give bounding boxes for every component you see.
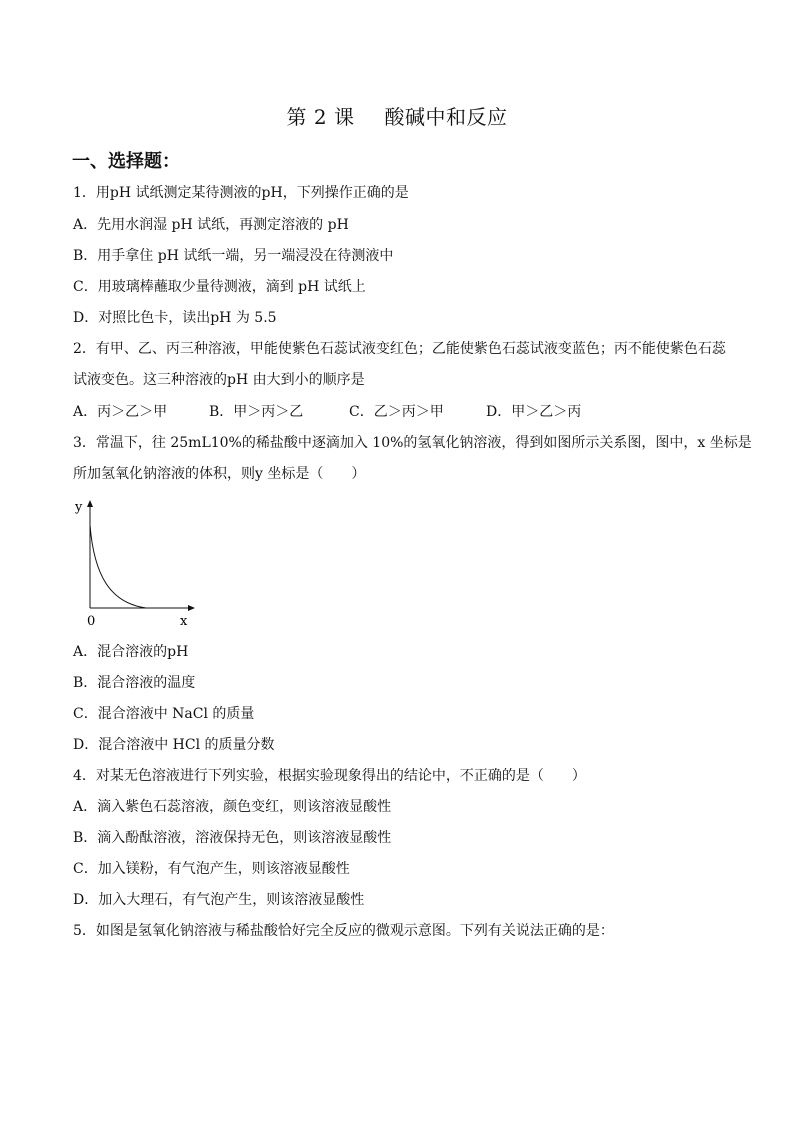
question-2-stem-line-2: 试液变色。这三种溶液的pH 由大到小的顺序是 (73, 372, 365, 388)
y-axis-label: y (75, 500, 83, 515)
lesson-number: 第 2 课 (286, 105, 355, 129)
page-title (0, 101, 794, 130)
question-3-stem-line-2: 所加氢氧化钠溶液的体积，则y 坐标是（ ） (73, 466, 366, 482)
origin-label: 0 (87, 614, 96, 629)
question-3-option-c: C．混合溶液中 NaCl 的质量 (73, 706, 255, 722)
question-4-option-c: C．加入镁粉，有气泡产生，则该溶液显酸性 (73, 861, 350, 877)
question-2-option-d: D．甲＞乙＞丙 (486, 404, 582, 420)
section-heading: 一、选择题： (72, 151, 180, 172)
question-1-option-a: A．先用水润湿 pH 试纸，再测定溶液的 pH (73, 217, 349, 233)
question-1-option-c: C．用玻璃棒蘸取少量待测液，滴到 pH 试纸上 (73, 279, 366, 295)
question-3-option-b: B．混合溶液的温度 (73, 675, 196, 691)
question-2-options (73, 401, 723, 421)
question-3-option-a: A．混合溶液的pH (73, 644, 189, 660)
question-3-graph (70, 495, 200, 630)
question-2-option-b: B．甲＞丙＞乙 (209, 404, 304, 420)
question-1-option-d: D．对照比色卡，读出pH 为 5.5 (73, 310, 277, 326)
question-3-option-d: D．混合溶液中 HCl 的质量分数 (73, 737, 275, 753)
question-1-stem: 1．用pH 试纸测定某待测液的pH，下列操作正确的是 (73, 185, 409, 201)
question-4-option-a: A．滴入紫色石蕊溶液，颜色变红，则该溶液显酸性 (73, 799, 392, 815)
lesson-topic: 酸碱中和反应 (384, 105, 508, 129)
question-2-option-a: A．丙＞乙＞甲 (73, 404, 168, 420)
question-2-option-c: C．乙＞丙＞甲 (349, 404, 444, 420)
x-axis-label: x (180, 614, 188, 629)
question-1-option-b: B．用手拿住 pH 试纸一端，另一端浸没在待测液中 (73, 248, 394, 264)
question-4-stem: 4．对某无色溶液进行下列实验，根据实验现象得出的结论中，不正确的是（ ） (73, 768, 586, 784)
question-4-option-b: B．滴入酚酞溶液，溶液保持无色，则该溶液显酸性 (73, 830, 392, 846)
question-4-option-d: D．加入大理石，有气泡产生，则该溶液显酸性 (73, 892, 365, 908)
question-2-stem-line-1: 2．有甲、乙、丙三种溶液，甲能使紫色石蕊试液变红色；乙能使紫色石蕊试液变蓝色；丙不能使紫色石蕊 (73, 341, 726, 357)
question-5-stem: 5．如图是氢氧化钠溶液与稀盐酸恰好完全反应的微观示意图。下列有关说法正确的是： (73, 923, 614, 939)
graph-curve (90, 525, 146, 608)
question-3-stem-line-1: 3．常温下，往 25mL10%的稀盐酸中逐滴加入 10%的氢氧化钠溶液，得到如图所示关系图，图中，x 坐标是 (73, 435, 752, 451)
